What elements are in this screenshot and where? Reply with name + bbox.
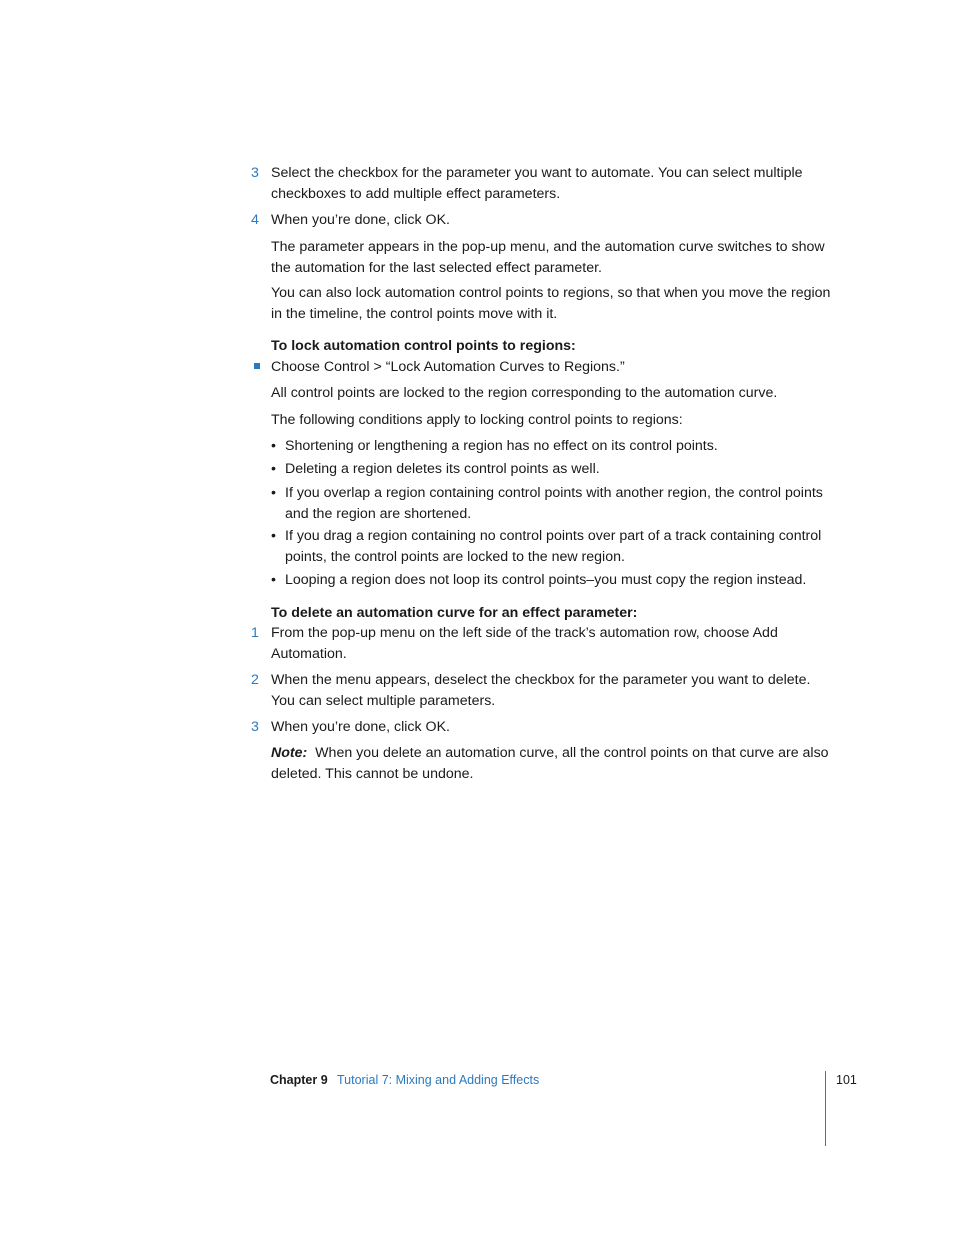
step-text: When you’re done, click OK.: [271, 212, 450, 228]
page-number: 101: [836, 1073, 857, 1087]
footer-chapter: Chapter 9: [270, 1073, 328, 1087]
step-number: 3: [251, 719, 259, 735]
paragraph: The parameter appears in the pop-up menu, and the automation curve switches to show the automation for the last selected effect parameter.: [271, 239, 825, 276]
bullet-icon: •: [271, 461, 276, 477]
step-text: When the menu appears, deselect the checkbox for the parameter you want to delete. You can select multiple parameters.: [271, 672, 811, 709]
footer-divider: [825, 1071, 826, 1146]
step-text: Choose Control > “Lock Automation Curves to Regions.”: [271, 359, 625, 375]
step-number: 4: [251, 212, 259, 228]
step-number: 1: [251, 625, 259, 641]
bullet-item: Deleting a region deletes its control points as well.: [285, 461, 600, 477]
paragraph: The following conditions apply to locking control points to regions:: [271, 412, 683, 428]
bullet-item: Looping a region does not loop its control points–you must copy the region instead.: [285, 572, 807, 588]
step-number: 2: [251, 672, 259, 688]
bullet-icon: •: [271, 485, 276, 501]
bullet-icon: •: [271, 528, 276, 544]
note: [271, 743, 831, 784]
step-text: Select the checkbox for the parameter you want to automate. You can select multiple checkboxes to add multiple effect parameters.: [271, 165, 803, 202]
step-text: From the pop-up menu on the left side of the track’s automation row, choose Add Automation.: [271, 625, 778, 662]
bullet-icon: •: [271, 438, 276, 454]
note-text: When you delete an automation curve, all the control points on that curve are also deleted. This cannot be undone.: [271, 745, 829, 782]
note-label: Note:: [271, 745, 308, 761]
paragraph: All control points are locked to the region corresponding to the automation curve.: [271, 385, 778, 401]
footer-chapter-title: Tutorial 7: Mixing and Adding Effects: [337, 1073, 540, 1087]
bullet-item: If you drag a region containing no control points over part of a track containing control points, the control points are locked to the new region.: [285, 528, 822, 565]
bullet-item: If you overlap a region containing control points with another region, the control points and the region are shortened.: [285, 485, 823, 522]
square-bullet-icon: [254, 363, 260, 369]
bullet-item: Shortening or lengthening a region has no effect on its control points.: [285, 438, 718, 454]
step-number: 3: [251, 165, 259, 181]
bullet-icon: •: [271, 572, 276, 588]
step-text: When you’re done, click OK.: [271, 719, 450, 735]
section-heading: To lock automation control points to regions:: [271, 338, 576, 354]
paragraph: You can also lock automation control points to regions, so that when you move the region in the timeline, the control points move with it.: [271, 285, 831, 322]
section-heading: To delete an automation curve for an effect parameter:: [271, 605, 638, 621]
